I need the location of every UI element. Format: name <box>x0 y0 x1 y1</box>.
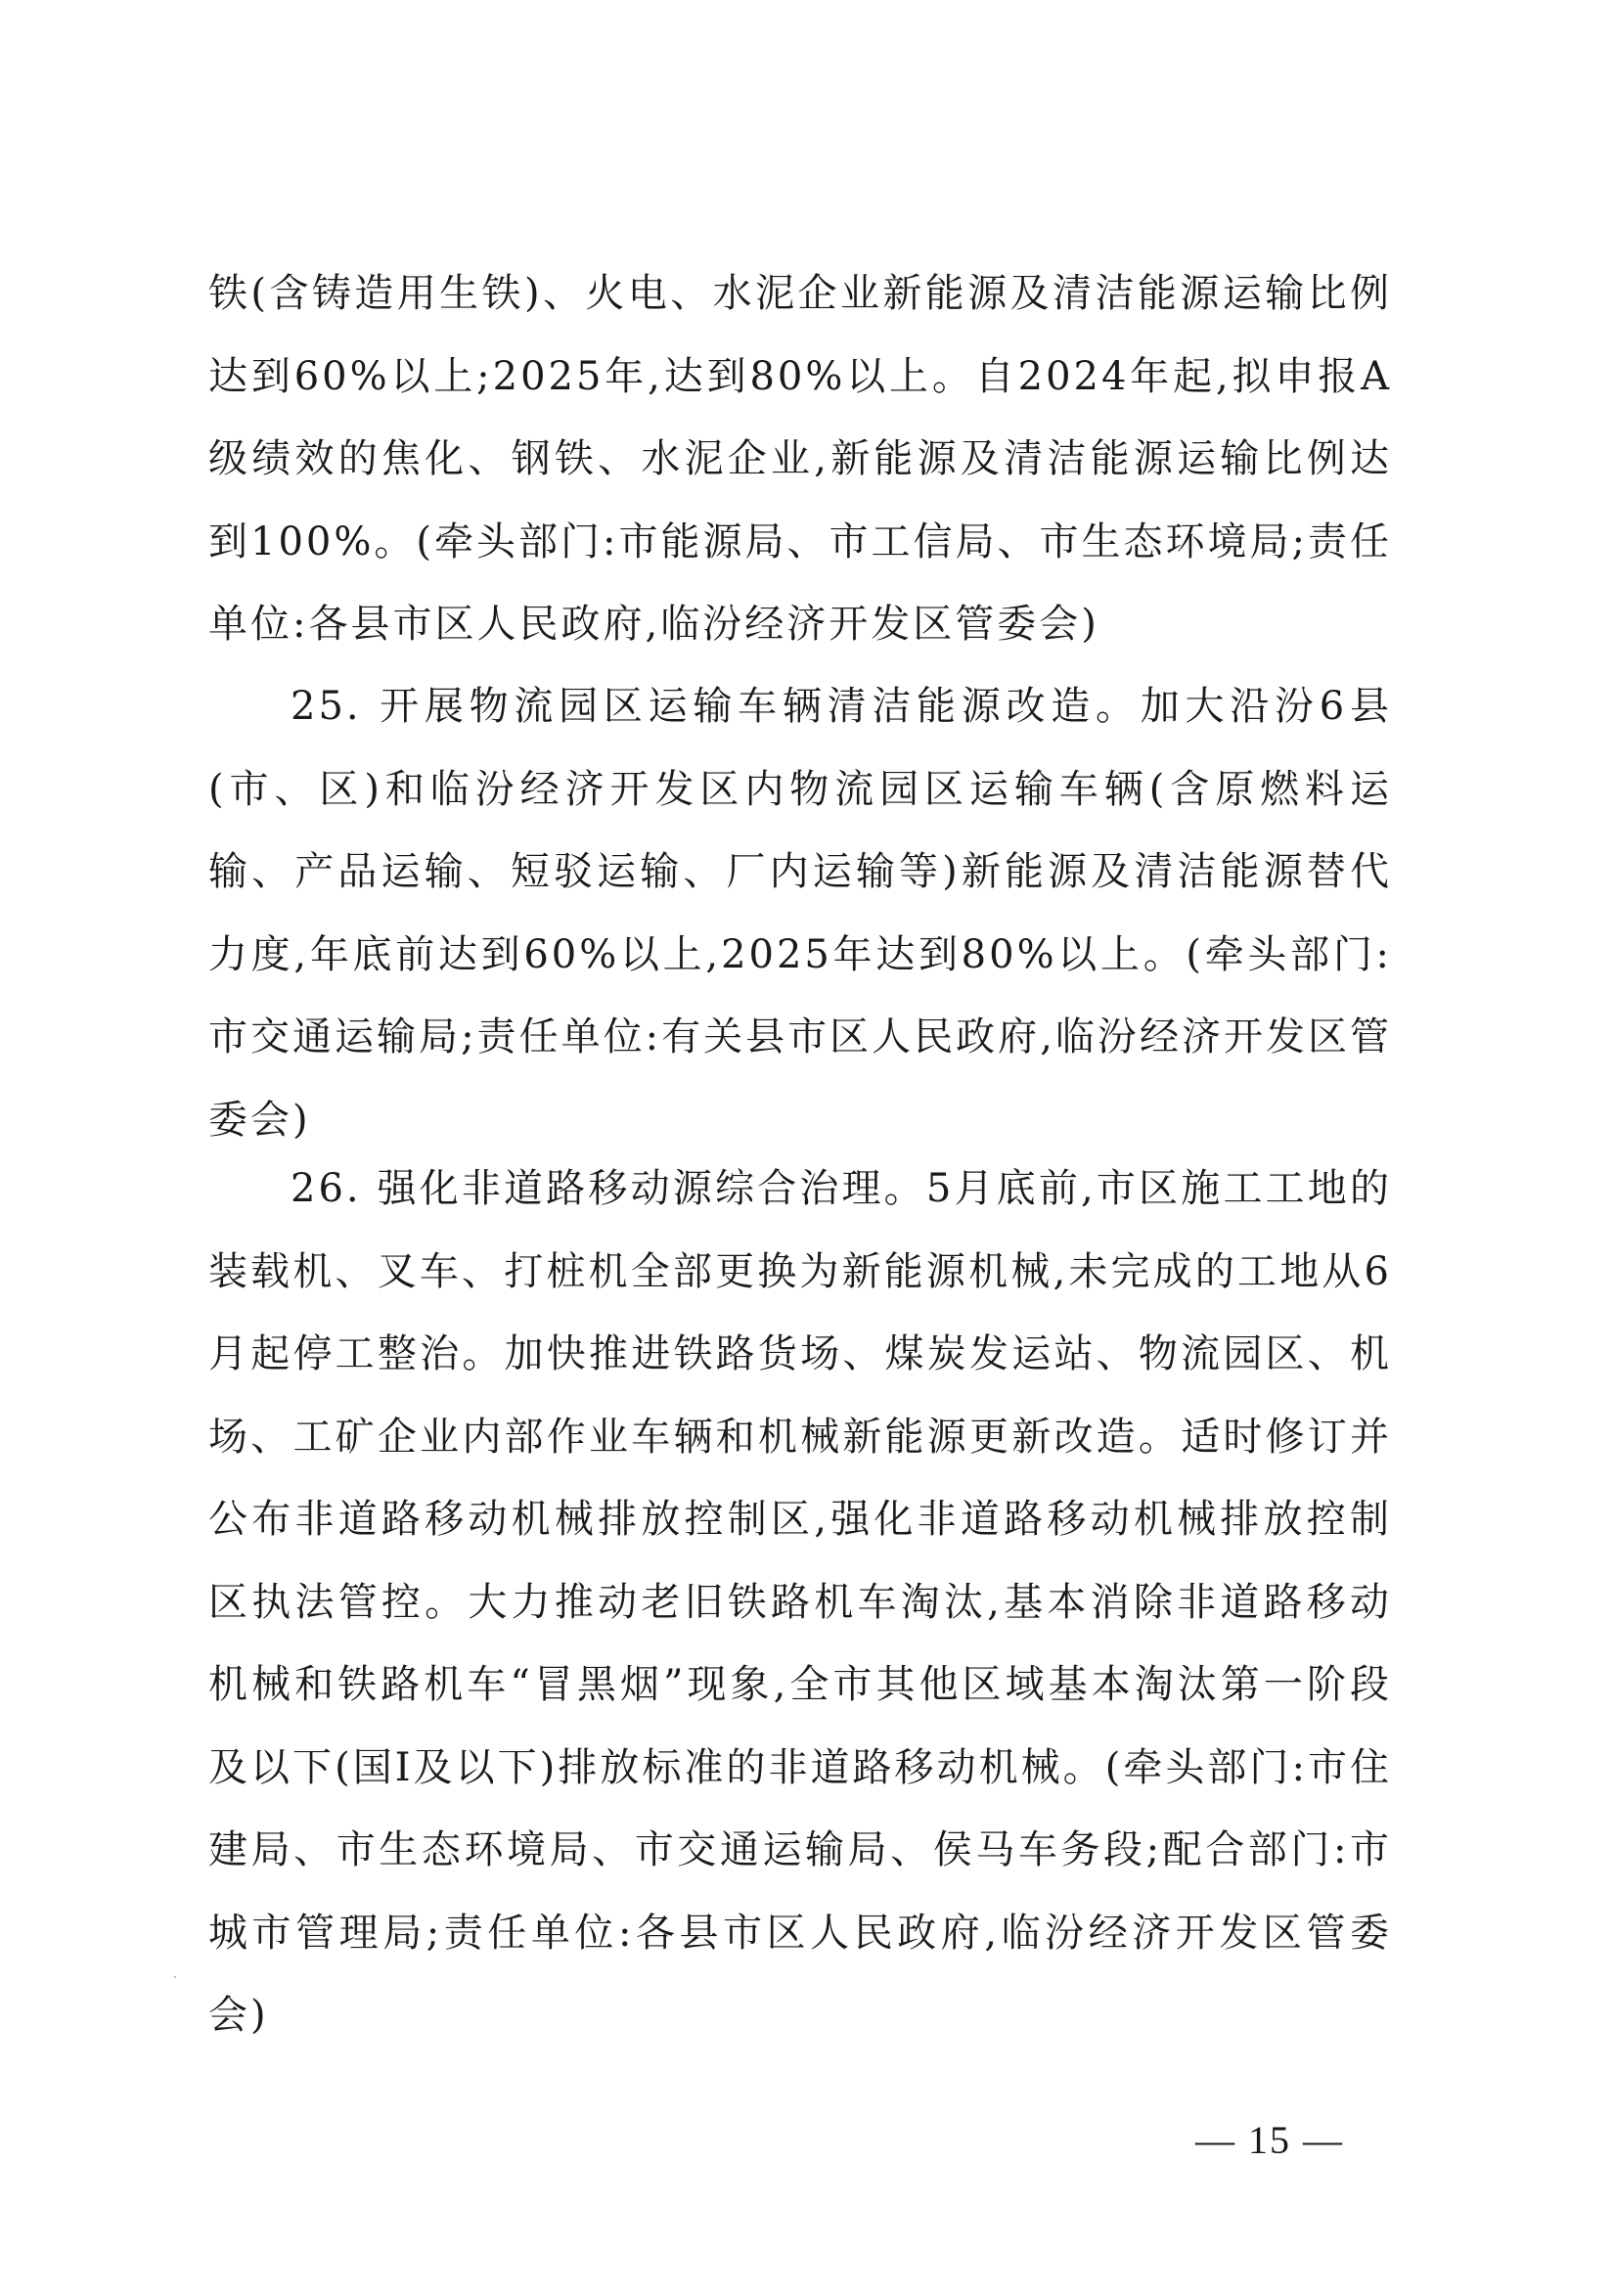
item-26-paragraph: 26. 强化非道路移动源综合治理。5月底前,市区施工工地的装载机、叉车、打桩机全部更换为新能源机械,未完成的工地从6月起停工整治。加快推进铁路货场、煤炭发运站、物流园区、机场、工矿企业内部作业车辆和机械新能源更新改造。适时修订并公布非道路移动机械排放控制区,强化非道路移动机械排放控制区执法管控。大力推动老旧铁路机车淘汰,基本消除非道路移动机械和铁路机车“冒黑烟”现象,全市其他区域基本淘汰第一阶段及以下(国Ⅰ及以下)排放标准的非道路移动机械。(牵头部门:市住建局、市生态环境局、市交通运输局、侯马车务段;配合部门:市城市管理局;责任单位:各县市区人民政府,临汾经济开发区管委会) <box>208 1166 1392 2038</box>
item-25-block <box>208 665 1392 1161</box>
item-25-paragraph: 25. 开展物流园区运输车辆清洁能源改造。加大沿汾6县(市、区)和临汾经济开发区内物流园区运输车辆(含原燃料运输、产品运输、短驳运输、厂内运输等)新能源及清洁能源替代力度,年底前达到60%以上,2025年达到80%以上。(牵头部门:市交通运输局;责任单位:有关县市区人民政府,临汾经济开发区管委会) <box>208 684 1392 1143</box>
page-number: — 15 — <box>1195 2118 1344 2162</box>
paragraph-continuation: 铁(含铸造用生铁)、火电、水泥企业新能源及清洁能源运输比例达到60%以上;2025年,达到80%以上。自2024年起,拟申报A级绩效的焦化、钢铁、水泥企业,新能源及清洁能源运输比例达到100%。(牵头部门:市能源局、市工信局、市生态环境局;责任单位:各县市区人民政府,临汾经济开发区管委会) <box>208 271 1392 647</box>
scan-speck <box>174 1976 176 1978</box>
item-26-block <box>208 1148 1392 2057</box>
paragraph-continuation-block <box>208 252 1392 666</box>
